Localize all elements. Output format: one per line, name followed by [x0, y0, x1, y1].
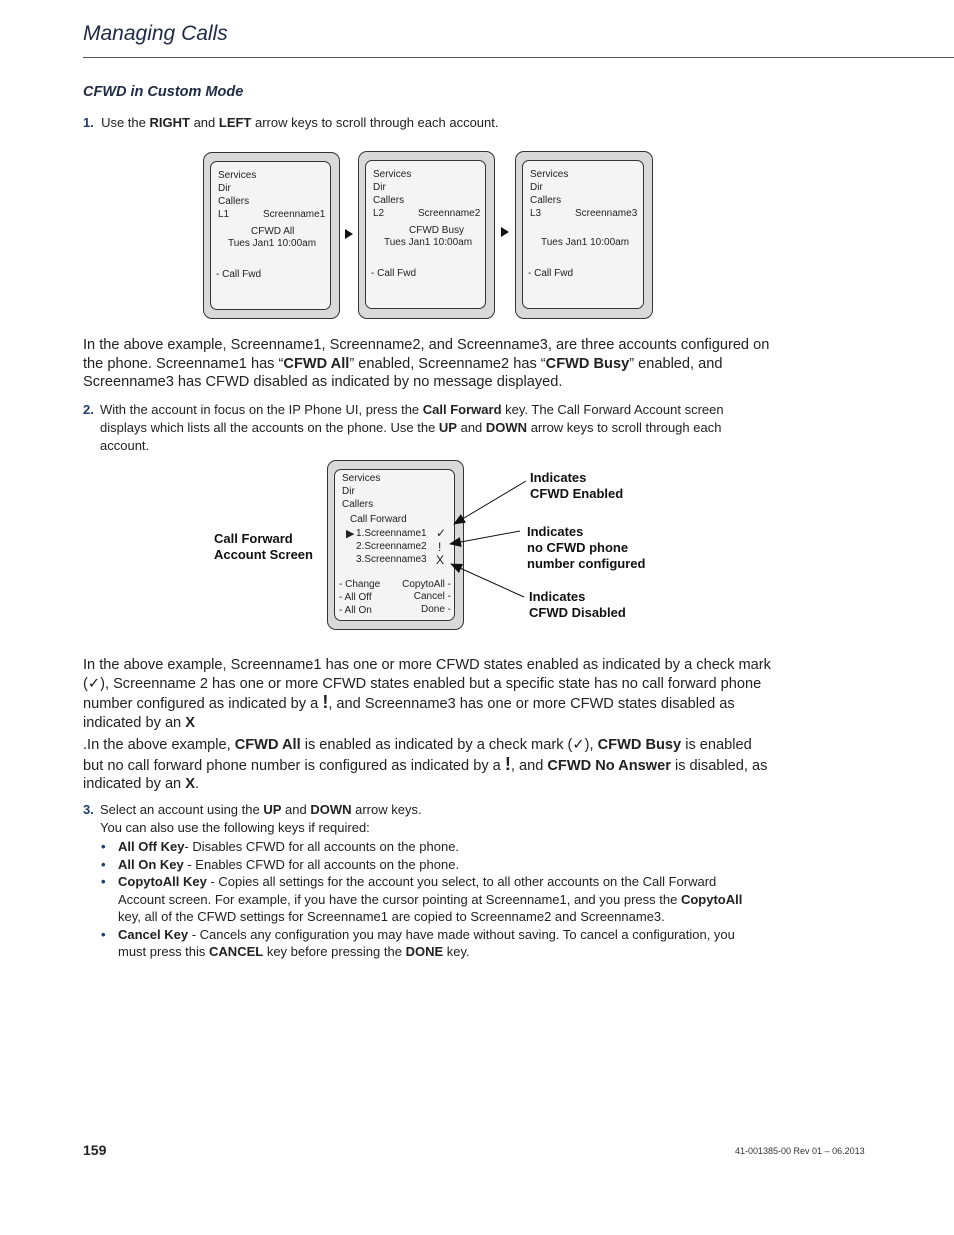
key-list [100, 838, 763, 961]
paragraph-3: .In the above example, CFWD All is enabled as indicated by a check mark (✓), CFWD Busy is enabled but no call forward phone number is configured as indicated by a !, and CFWD No Answer is disabled, as indicated by an X. [83, 737, 768, 792]
phone-display: Services Dir Callers L3 Screenname3 Tues Jan1 10:00am - Call Fwd [522, 160, 644, 309]
section-title: CFWD in Custom Mode [83, 84, 244, 100]
step-number: 3. [83, 802, 94, 817]
paragraph-1: In the above example, Screenname1, Screenname2, and Screenname3, are three accounts configured on the phone. Screenname1 has “CFWD All” enabled, Screenname2 has “CFWD Busy” enabled, and Screenname3 has CFWD disabled as indicated by no message displayed. [83, 337, 770, 390]
step-3: 3. Select an account using the UP and DOWN arrow keys. You can also use the following keys if required: • All Off Key- Disables CFWD for all accounts on the phone. • All On Key - Enables CFWD for all accounts on the phone. • CopytoAll Key - Copies all settings for the account you select, to all other accounts on the Call Forward Account screen. For example, if you have the cursor pointing at Screenname1, and you press the CopytoAll key, all of the CFWD settings for Screenname1 are copied to Screenname2 and Screenname3. • Cancel Key - Cancels any configuration you may have made without saving. To cancel a configuration, you must press this CANCEL key before pressing the DONE key. [83, 801, 763, 961]
cfwd-state: CFWD All [251, 226, 295, 237]
step-number: 2. [83, 402, 94, 417]
softkey-copytoall[interactable]: CopytoAll - [402, 579, 451, 590]
check-mark-icon: ✓ [572, 737, 585, 753]
step-1: 1. Use the RIGHT and LEFT arrow keys to scroll through each account. [83, 115, 499, 130]
callout-screen-label: Call Forward Account Screen [214, 531, 313, 562]
list-item: • All Off Key- Disables CFWD for all accounts on the phone. [100, 838, 763, 856]
callout-cfwd-disabled: Indicates CFWD Disabled [529, 589, 626, 620]
step-2: 2. With the account in focus on the IP Phone UI, press the Call Forward key. The Call Forward Account screen displays which lists all the accounts on the phone. Use the UP and DOWN arrow keys to scroll through each account. [83, 402, 724, 453]
account-name: Screenname3 [575, 208, 638, 219]
page-number: 159 [83, 1142, 107, 1158]
check-mark-icon: ✓ [436, 526, 447, 540]
phone-display: Services Dir Callers Call Forward ▶ 1.Screenname1 ✓ 2.Screenname2 ! 3.Screenname3 X - Change - All Off - All On CopytoAll - Cancel - Done - [334, 469, 455, 621]
softkey-all-on[interactable]: - All On [339, 605, 372, 616]
list-item: • Cancel Key - Cancels any configuration you may have made without saving. To cancel a configuration, you must press this CANCEL key before pressing the DONE key. [100, 926, 763, 961]
phone-display: Services Dir Callers L1 Screenname1 CFWD All Tues Jan1 10:00am - Call Fwd [210, 161, 331, 310]
cf-account-row[interactable]: 3.Screenname3 [356, 554, 427, 565]
paragraph-2: In the above example, Screenname1 has one or more CFWD states enabled as indicated by a check mark (✓), Screenname 2 has one or more CFWD states enabled but a specific state has no call forward phone number configured as indicated by a !, and Screenname3 has one or more CFWD states disabled as indicated by an X [83, 657, 771, 731]
list-item: • CopytoAll Key - Copies all settings for the account you select, to all other accounts on the Call Forward Account screen. For example, if you have the cursor pointing at Screenname1, and you press the CopytoAll key, all of the CFWD settings for Screenname1 are copied to Screenname2 and Screenname3. [100, 873, 763, 926]
date-time: Tues Jan1 10:00am [228, 238, 317, 249]
cfwd-state: CFWD Busy [409, 225, 464, 236]
callout-no-cfwd-number: Indicates no CFWD phone number configured [527, 524, 646, 571]
callout-cfwd-enabled: Indicates CFWD Enabled [530, 470, 624, 501]
cf-title: Call Forward [350, 514, 407, 525]
cf-account-row[interactable]: 2.Screenname2 [356, 541, 427, 552]
softkey-all-off[interactable]: - All Off [339, 592, 372, 603]
page-header-title: Managing Calls [83, 22, 228, 45]
softkey-done[interactable]: Done - [420, 604, 451, 615]
cf-account-row[interactable]: 1.Screenname1 [356, 528, 427, 539]
account-name: Screenname2 [418, 208, 481, 219]
softkey-call-fwd[interactable]: - Call Fwd [371, 268, 417, 279]
softkey-call-fwd[interactable]: - Call Fwd [528, 268, 574, 279]
list-item: • All On Key - Enables CFWD for all accounts on the phone. [100, 856, 763, 874]
date-time: Tues Jan1 10:00am [541, 237, 630, 248]
phone-display: Services Dir Callers L2 Screenname2 CFWD Busy Tues Jan1 10:00am - Call Fwd [365, 160, 486, 309]
exclamation-icon: ! [504, 753, 511, 774]
date-time: Tues Jan1 10:00am [384, 237, 473, 248]
cursor-arrow-icon: ▶ [346, 528, 355, 540]
softkey-change[interactable]: - Change [339, 579, 381, 590]
document-id: 41-001385-00 Rev 01 – 06.2013 [735, 1146, 865, 1156]
step-number: 1. [83, 115, 94, 130]
exclamation-icon: ! [322, 692, 329, 712]
account-name: Screenname1 [263, 209, 326, 220]
step-3-subtext: You can also use the following keys if required: [100, 820, 370, 835]
check-mark-icon: ✓ [87, 675, 101, 692]
x-mark-icon: X [436, 553, 445, 567]
softkey-call-fwd[interactable]: - Call Fwd [216, 269, 262, 280]
softkey-cancel[interactable]: Cancel - [413, 591, 451, 602]
exclamation-icon: ! [438, 540, 442, 554]
